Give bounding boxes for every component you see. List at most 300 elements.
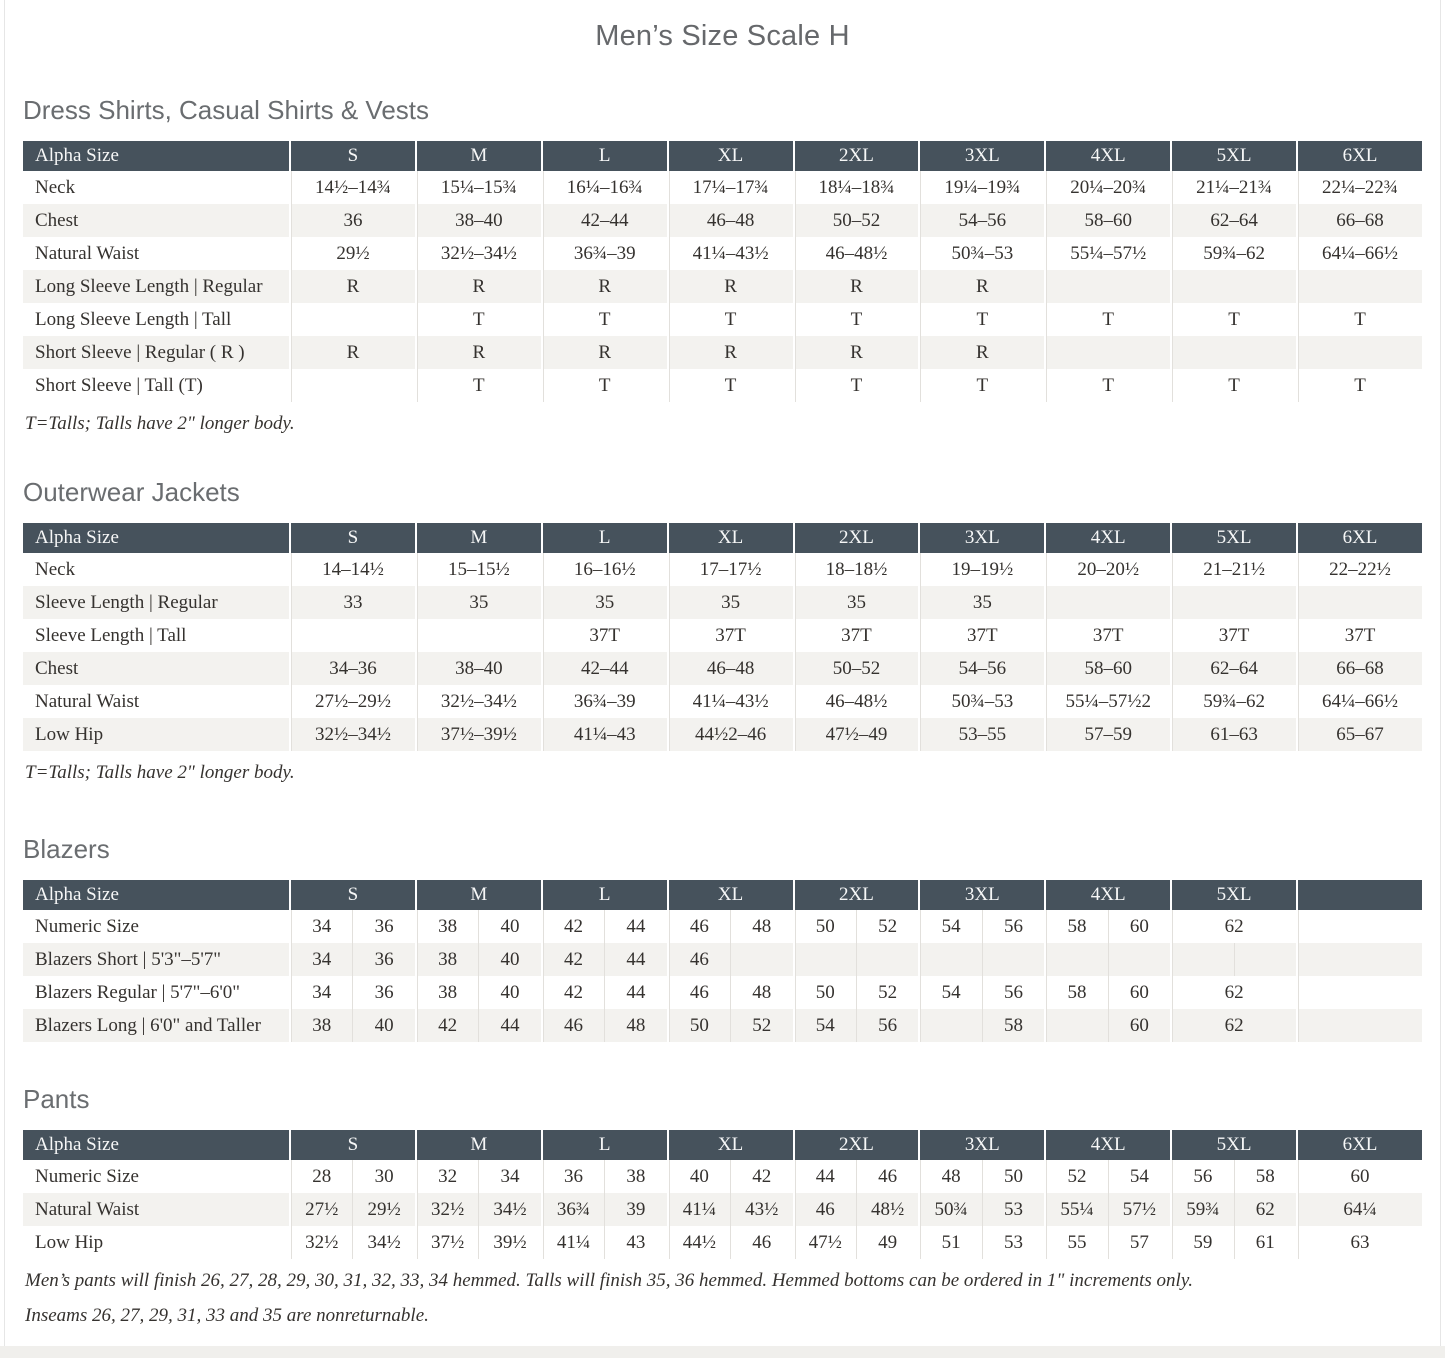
size-cell [667,1226,793,1259]
size-cell [541,943,667,976]
size-subcell: 48½ [856,1193,918,1226]
size-cell: 63 [1296,1226,1422,1259]
size-subcell: 34½ [352,1226,414,1259]
size-cell [1044,270,1170,303]
size-cell: 62–64 [1170,652,1296,685]
size-cell: 37T [541,619,667,652]
size-subcell: 40 [478,976,540,1009]
size-subcell: 43½ [730,1193,792,1226]
size-subcell: 42 [563,915,583,937]
size-cell [289,943,415,976]
size-cell: T [415,369,541,402]
size-cell [1170,336,1296,369]
size-cell: 37T [1044,619,1170,652]
size-cell: 41¼–43½ [667,685,793,718]
table-row [23,553,1422,586]
size-cell: 60 [1296,1160,1422,1193]
outerwear-jackets-heading: Outerwear Jackets [23,477,240,507]
page-title: Men’s Size Scale H [595,20,850,52]
size-column-header: 4XL [1044,880,1170,910]
size-subcell: 60 [1108,1009,1170,1042]
size-cell: 35 [667,586,793,619]
size-subcell: 38 [438,981,458,1003]
size-cell [541,1160,667,1193]
size-subcell: 52 [856,910,918,943]
row-label: Blazers Long | 6'0" and Taller [23,1009,289,1042]
size-subcell: 38 [312,1014,332,1036]
size-column-header: S [289,523,415,553]
size-cell [1044,336,1170,369]
size-cell: 65–67 [1296,718,1422,751]
size-cell: 22¼–22¾ [1296,171,1422,204]
size-cell: 46–48½ [793,685,919,718]
dress-shirts-table [23,141,1422,402]
size-subcell: 50 [689,1014,709,1036]
size-subcell: 30 [352,1160,414,1193]
size-subcell: 36¾ [556,1198,591,1220]
size-subcell [795,943,856,976]
size-cell: R [667,336,793,369]
size-column-header: 5XL [1170,523,1296,553]
size-cell [1044,943,1170,976]
size-subcell: 42 [438,1014,458,1036]
size-subcell [1108,943,1170,976]
size-cell [667,1160,793,1193]
size-subcell [730,943,792,976]
size-cell [793,1009,919,1042]
size-subcell: 48 [730,976,792,1009]
size-cell: 32½–34½ [289,718,415,751]
size-cell: R [415,336,541,369]
size-subcell: 48 [730,910,792,943]
size-cell: R [415,270,541,303]
size-subcell: 58 [982,1009,1044,1042]
table-row [23,303,1422,336]
table-row [23,943,1422,976]
size-subcell: 32½ [305,1231,339,1253]
size-cell: R [793,336,919,369]
size-column-header: 3XL [918,523,1044,553]
size-cell: 15–15½ [415,553,541,586]
size-cell: 54–56 [918,652,1044,685]
size-cell [415,1160,541,1193]
row-label: Numeric Size [35,915,139,937]
table-row [23,976,1422,1009]
size-cell: 62–64 [1170,204,1296,237]
size-subcell: 44 [604,976,666,1009]
size-subcell: 44 [815,1165,835,1187]
size-cell [1296,976,1422,1009]
size-cell: T [415,303,541,336]
size-cell [541,1226,667,1259]
size-column-header: M [415,141,541,171]
size-column-header: XL [667,141,793,171]
size-subcell: 50¾ [934,1198,968,1220]
size-cell [415,1193,541,1226]
size-cell: 37T [1170,619,1296,652]
size-cell: 50¾–53 [918,685,1044,718]
size-subcell: 48 [941,1165,961,1187]
size-cell: 21–21½ [1170,553,1296,586]
size-cell: 59¾–62 [1170,237,1296,270]
size-subcell: 56 [856,1009,918,1042]
size-cell: T [1296,303,1422,336]
size-cell: 19¼–19¾ [918,171,1044,204]
size-cell: 37T [793,619,919,652]
size-cell [1296,910,1422,943]
table-row [23,619,1422,652]
size-subcell: 43 [604,1226,666,1259]
size-cell: 64¼–66½ [1296,685,1422,718]
size-subcell: 34 [312,915,332,937]
size-subcell: 54 [941,981,961,1003]
size-subcell: 54 [815,1014,835,1036]
table-row [23,1009,1422,1042]
size-cell: 55¼–57½ [1044,237,1170,270]
size-subcell [1234,943,1296,976]
size-subcell [920,1009,981,1042]
table-row [23,685,1422,718]
size-cell [918,910,1044,943]
size-cell [1170,1226,1296,1259]
size-subcell: 28 [312,1165,332,1187]
size-subcell [1172,943,1233,976]
size-cell: R [918,270,1044,303]
size-subcell: 60 [1108,976,1170,1009]
page-left-edge [4,0,5,1358]
size-cell [793,1160,919,1193]
row-label: Long Sleeve Length | Tall [35,308,232,330]
size-column-header: XL [667,880,793,910]
size-subcell: 41¼ [682,1198,716,1220]
size-column-header: L [541,141,667,171]
size-column-header: 5XL [1170,1130,1296,1160]
size-cell [793,976,919,1009]
size-column-header: 2XL [793,523,919,553]
size-column-header: M [415,523,541,553]
row-label: Natural Waist [35,690,140,712]
size-cell: 64¼ [1296,1193,1422,1226]
size-cell [667,910,793,943]
size-subcell: 42 [730,1160,792,1193]
pants-table [23,1130,1422,1259]
size-cell: 33 [289,586,415,619]
size-cell [667,976,793,1009]
table-row [23,1160,1422,1193]
size-cell: 17¼–17¾ [667,171,793,204]
size-subcell: 53 [982,1226,1044,1259]
size-cell: T [918,369,1044,402]
size-cell: 37T [918,619,1044,652]
size-cell: R [289,270,415,303]
size-cell [793,1226,919,1259]
blazers-table [23,880,1422,1042]
section-dress-shirts [0,93,1445,437]
size-subcell: 36 [352,910,414,943]
size-cell [541,976,667,1009]
size-column-header: S [289,880,415,910]
size-cell: 46–48 [667,204,793,237]
size-column-header: 6XL [1296,523,1422,553]
size-cell: 58–60 [1044,652,1170,685]
size-subcell: 58 [1067,981,1087,1003]
size-cell: 37T [667,619,793,652]
size-column-header: 4XL [1044,523,1170,553]
size-subcell: 42 [563,981,583,1003]
size-subcell: 39 [604,1193,666,1226]
size-cell [1044,1226,1170,1259]
row-label: Low Hip [35,1231,104,1253]
size-subcell: 47½ [808,1231,842,1253]
size-cell: 22–22½ [1296,553,1422,586]
size-column-header: S [289,141,415,171]
size-subcell: 44½ [682,1231,716,1253]
table-row [23,718,1422,751]
table-row [23,369,1422,402]
size-cell: T [1044,369,1170,402]
size-cell: 18¼–18¾ [793,171,919,204]
table-row [23,204,1422,237]
size-column-header: L [541,523,667,553]
size-subcell: 55 [1067,1231,1087,1253]
size-subcell: 54 [1108,1160,1170,1193]
size-cell [541,1009,667,1042]
size-cell: T [667,369,793,402]
size-subcell: 60 [1108,910,1170,943]
size-subcell: 42 [563,948,583,970]
size-subcell: 56 [982,976,1044,1009]
size-cell: 66–68 [1296,652,1422,685]
size-cell [793,943,919,976]
size-cell: 17–17½ [667,553,793,586]
size-column-header: M [415,880,541,910]
size-cell: 21¼–21¾ [1170,171,1296,204]
pants-heading: Pants [23,1084,90,1114]
size-column-header: 4XL [1044,1130,1170,1160]
size-column-header: 6XL [1296,1130,1422,1160]
row-label: Blazers Regular | 5'7"–6'0" [35,981,241,1003]
alpha-size-header: Alpha Size [23,1130,289,1160]
size-cell: 34–36 [289,652,415,685]
size-cell [289,1009,415,1042]
row-label: Sleeve Length | Regular [23,586,289,619]
size-cell: 32½–34½ [415,685,541,718]
size-cell [1170,1193,1296,1226]
size-cell [289,303,415,336]
size-cell: 47½–49 [793,718,919,751]
size-subcell: 34½ [478,1193,540,1226]
size-subcell: 62 [1234,1193,1296,1226]
size-cell: 19–19½ [918,553,1044,586]
size-subcell: 38 [438,948,458,970]
size-cell: R [793,270,919,303]
size-cell [1296,943,1422,976]
size-cell [1296,270,1422,303]
size-cell: T [667,303,793,336]
size-cell: 42–44 [541,204,667,237]
size-subcell: 38 [604,1160,666,1193]
size-column-header: 3XL [918,1130,1044,1160]
size-cell: T [541,369,667,402]
size-cell: R [541,270,667,303]
size-cell [415,910,541,943]
size-cell: 38–40 [415,204,541,237]
size-subcell: 36 [352,943,414,976]
size-subcell [856,943,918,976]
size-cell [918,1160,1044,1193]
size-cell: R [918,336,1044,369]
size-cell: 62 [1170,976,1296,1009]
size-cell [1044,1009,1170,1042]
size-cell [541,910,667,943]
size-subcell: 44 [604,910,666,943]
size-subcell: 34 [478,1160,540,1193]
size-subcell: 52 [856,976,918,1009]
table-row [23,1226,1422,1259]
size-cell: 41¼–43½ [667,237,793,270]
outerwear-jackets-table [23,523,1422,751]
alpha-size-header: Alpha Size [23,523,289,553]
size-column-header: XL [667,1130,793,1160]
size-subcell: 40 [478,943,540,976]
size-cell: 66–68 [1296,204,1422,237]
size-subcell: 49 [856,1226,918,1259]
size-cell: 59¾–62 [1170,685,1296,718]
size-cell: 50–52 [793,204,919,237]
size-cell: 20–20½ [1044,553,1170,586]
size-cell [289,369,415,402]
size-subcell: 51 [941,1231,961,1253]
size-subcell: 41¼ [556,1231,591,1253]
size-cell: 62 [1170,910,1296,943]
header-row [23,523,1422,553]
size-subcell [1046,1009,1107,1042]
size-subcell: 40 [478,910,540,943]
row-label: Neck [35,176,76,198]
size-cell [415,619,541,652]
size-column-header: 6XL [1296,141,1422,171]
table-row [23,586,1422,619]
size-subcell [982,943,1044,976]
header-row [23,880,1422,910]
size-cell [1044,976,1170,1009]
size-cell: T [1170,369,1296,402]
row-label: Short Sleeve | Tall (T) [35,374,203,396]
size-cell [289,619,415,652]
row-label: Chest [23,652,289,685]
size-subcell: 57 [1108,1226,1170,1259]
size-cell: 32½–34½ [415,237,541,270]
size-cell [1044,586,1170,619]
header-row [23,1130,1422,1160]
outerwear-jackets-footnote: T=Talls; Talls have 2" longer body. [25,762,295,783]
size-subcell: 29½ [352,1193,414,1226]
size-cell: 54–56 [918,204,1044,237]
row-label: Natural Waist [35,242,140,264]
size-cell: 16¼–16¾ [541,171,667,204]
section-blazers [0,832,1445,1042]
size-cell: 35 [541,586,667,619]
size-cell [667,943,793,976]
size-cell: 57–59 [1044,718,1170,751]
size-subcell: 56 [1193,1165,1213,1187]
size-column-header: 5XL [1170,141,1296,171]
size-column-header: XL [667,523,793,553]
size-cell [918,976,1044,1009]
size-cell: 44½2–46 [667,718,793,751]
size-cell [918,943,1044,976]
size-subcell: 39½ [478,1226,540,1259]
size-subcell: 38 [438,915,458,937]
size-cell [415,1226,541,1259]
size-subcell: 46 [689,915,709,937]
size-cell [415,976,541,1009]
bottom-page-strip [0,1346,1445,1358]
size-column-header: 3XL [918,141,1044,171]
size-cell: 42–44 [541,652,667,685]
table-row [23,237,1422,270]
size-cell [918,1009,1044,1042]
alpha-size-header: Alpha Size [23,880,289,910]
size-cell: 53–55 [918,718,1044,751]
size-cell: 37½–39½ [415,718,541,751]
size-subcell: 40 [689,1165,709,1187]
size-subcell: 59 [1193,1231,1213,1253]
size-cell: 16–16½ [541,553,667,586]
size-cell: 20¼–20¾ [1044,171,1170,204]
size-cell: 35 [415,586,541,619]
size-subcell: 46 [730,1226,792,1259]
size-cell [289,976,415,1009]
table-row [23,270,1422,303]
size-cell [415,943,541,976]
size-cell: T [793,369,919,402]
size-cell: 14–14½ [289,553,415,586]
dress-shirts-heading: Dress Shirts, Casual Shirts & Vests [23,95,430,125]
size-cell [667,1193,793,1226]
size-subcell: 55¼ [1060,1198,1094,1220]
size-cell: 55¼–57½2 [1044,685,1170,718]
size-subcell [1046,943,1107,976]
size-cell: 18–18½ [793,553,919,586]
size-subcell: 32 [438,1165,458,1187]
table-row [23,652,1422,685]
size-subcell: 32½ [430,1198,465,1220]
section-pants [0,1082,1445,1329]
size-cell: 41¼–43 [541,718,667,751]
size-column-header: L [541,1130,667,1160]
size-cell [289,1193,415,1226]
size-subcell: 27½ [305,1198,339,1220]
size-cell: T [541,303,667,336]
size-cell [793,910,919,943]
size-subcell [920,943,981,976]
size-column-header: 2XL [793,141,919,171]
size-subcell: 50 [815,915,835,937]
size-cell [1170,1160,1296,1193]
size-subcell: 34 [312,981,332,1003]
size-cell [289,910,415,943]
pants-footnote-hemming: Men’s pants will finish 26, 27, 28, 29, 30, 31, 32, 33, 34 hemmed. Talls will finish 35, 36 hemmed. Hemmed bottoms can be ordered in 1" increments only. [25,1270,1193,1291]
size-cell [1296,586,1422,619]
size-cell: 14½–14¾ [289,171,415,204]
size-cell: 37T [1296,619,1422,652]
size-cell [1044,1193,1170,1226]
size-subcell: 37½ [430,1231,465,1253]
size-cell: 36¾–39 [541,237,667,270]
size-subcell: 40 [352,1009,414,1042]
size-column-header: S [289,1130,415,1160]
